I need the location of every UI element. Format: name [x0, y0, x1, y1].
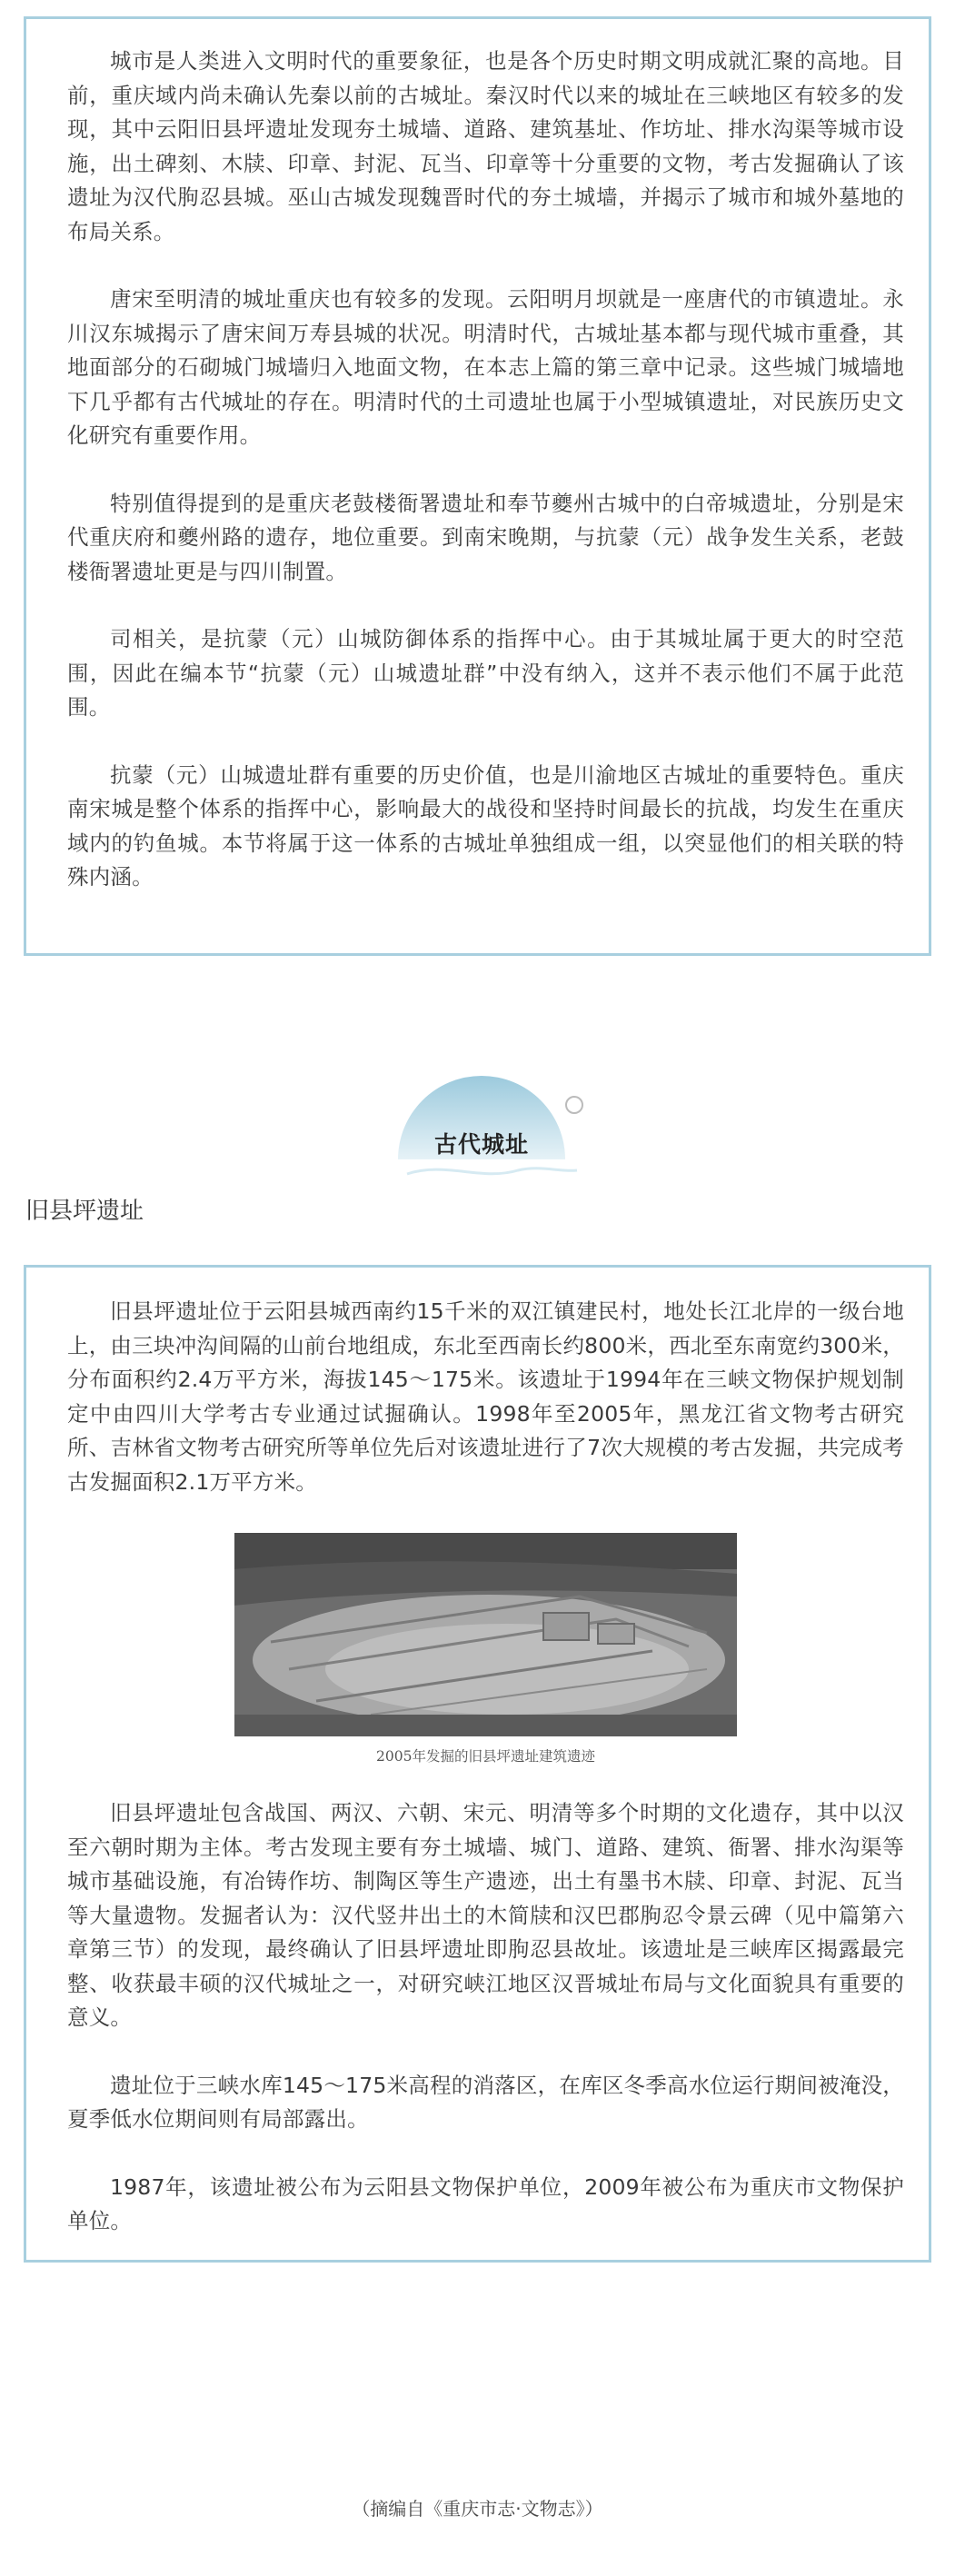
source-citation: （摘编自《重庆市志·文物志》）: [352, 2498, 603, 2520]
site-paragraph-2: 旧县坪遗址包含战国、两汉、六朝、宋元、明清等多个时期的文化遗存，其中以汉至六朝时期为主体。考古发现主要有夯土城墙、城门、道路、建筑、衙署、排水沟渠等城市基础设施，有冶铸作坊、制陶区等生产遗迹，出土有墨书木牍、印章、封泥、瓦当等大量遗物。发掘者认为：汉代竖井出土的木简牍和汉巴郡朐忍令景云碑（见中篇第六章第三节）的发现，最终确认了旧县坪遗址即朐忍县故址。该遗址是三峡库区揭露最完整、收获最丰硕的汉代城址之一，对研究峡江地区汉晋城址布局与文化面貌具有重要的意义。: [67, 1800, 904, 2030]
site-paragraph-3: 遗址位于三峡水库145～175米高程的消落区，在库区冬季高水位运行期间被淹没，夏季低水位期间则有局部露出。: [67, 2072, 904, 2132]
badge-title: 古代城址: [433, 1131, 529, 1158]
intro-paragraph-4: 司相关，是抗蒙（元）山城防御体系的指挥中心。由于其城址属于更大的时空范围，因此在编本节“抗蒙（元）山城遗址群”中没有纳入，这并不表示他们不属于此范围。: [67, 626, 904, 720]
intro-paragraph-3: 特别值得提到的是重庆老鼓楼衙署遗址和奉节夔州古城中的白帝城遗址，分别是宋代重庆府和夔州路的遗存，地位重要。到南宋晚期，与抗蒙（元）战争发生关系，老鼓楼衙署遗址更是与四川制置。: [67, 490, 904, 584]
excavation-photo: [234, 1533, 737, 1736]
excavation-photo-icon: [234, 1533, 737, 1736]
badge-circle-icon: [363, 1052, 600, 1189]
intro-text-box: [24, 16, 931, 956]
site-paragraph-1: 旧县坪遗址位于云阳县城西南约15千米的双江镇建民村，地处长江北岸的一级台地上，由三块冲沟间隔的山前台地组成，东北至西南长约800米，西北至东南宽约300米，分布面积约2.4万平方米，海拔145～175米。该遗址于1994年在三峡文物保护规划制定中由四川大学考古专业通过试掘确认。1998年至2005年，黑龙江省文物考古研究所、吉林省文物考古研究所等单位先后对该遗址进行了7次大规模的考古发掘，共完成考古发掘面积2.1万平方米。: [67, 1298, 904, 1495]
site-figure: [67, 1533, 904, 1765]
intro-paragraph-1: 城市是人类进入文明时代的重要象征，也是各个历史时期文明成就汇聚的高地。目前，重庆域内尚未确认先秦以前的古城址。秦汉时代以来的城址在三峡地区有较多的发现，其中云阳旧县坪遗址发现夯土城墙、道路、建筑基址、作坊址、排水沟渠等城市设施，出土碑刻、木牍、印章、封泥、瓦当、印章等十分重要的文物，考古发掘确认了该遗址为汉代朐忍县城。巫山古城发现魏晋时代的夯土城墙，并揭示了城市和城外墓地的布局关系。: [67, 48, 904, 244]
intro-paragraph-2: 唐宋至明清的城址重庆也有较多的发现。云阳明月坝就是一座唐代的市镇遗址。永川汉东城揭示了唐宋间万寿县城的状况。明清时代，古城址基本都与现代城市重叠，其地面部分的石砌城门城墙归入地面文物，在本志上篇的第三章中记录。这些城门城墙地下几乎都有古代城址的存在。明清时代的土司遗址也属于小型城镇遗址，对民族历史文化研究有重要作用。: [67, 286, 904, 448]
intro-paragraph-5: 抗蒙（元）山城遗址群有重要的历史价值，也是川渝地区古城址的重要特色。重庆南宋城是整个体系的指挥中心，影响最大的战役和坚持时间最长的抗战，均发生在重庆域内的钓鱼城。本节将属于这一体系的古城址单独组成一组，以突显他们的相关联的特殊内涵。: [67, 761, 904, 890]
site-text-box: [24, 1265, 931, 2263]
site-paragraph-4: 1987年，该遗址被公布为云阳县文物保护单位，2009年被公布为重庆市文物保护单位。: [67, 2173, 904, 2233]
figure-caption: 2005年发掘的旧县坪遗址建筑遗迹: [376, 1748, 595, 1765]
section-title: 旧县坪遗址: [25, 1198, 144, 1225]
section-badge: [363, 1052, 600, 1189]
